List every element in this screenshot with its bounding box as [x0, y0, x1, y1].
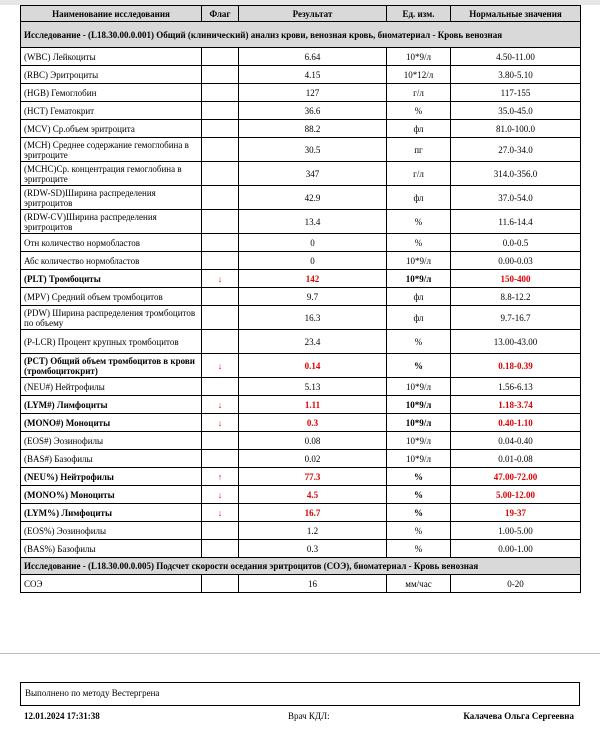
row-flag [202, 432, 239, 450]
row-flag [202, 48, 239, 66]
row-result: 36.6 [239, 102, 387, 120]
table-row [21, 210, 581, 234]
row-result: 77.3 [239, 468, 387, 486]
row-flag [202, 450, 239, 468]
row-norm: 0.00-0.03 [451, 252, 581, 270]
section-title: Исследование - (L18.30.00.0.005) Подсчет скорости оседания эритроцитов (СОЭ), биоматериал - Кровь венозная [21, 558, 581, 575]
row-norm: 1.56-6.13 [451, 378, 581, 396]
row-unit: % [387, 486, 451, 504]
table-row [21, 575, 581, 593]
table-row [21, 84, 581, 102]
row-unit: 10*9/л [387, 252, 451, 270]
row-norm: 117-155 [451, 84, 581, 102]
row-flag [202, 378, 239, 396]
row-norm: 150-400 [451, 270, 581, 288]
row-flag [202, 252, 239, 270]
method-note: Выполнено по методу Вестергрена [20, 682, 580, 706]
row-norm: 1.00-5.00 [451, 522, 581, 540]
row-unit: 10*9/л [387, 378, 451, 396]
row-name: (RBC) Эритроциты [21, 66, 202, 84]
col-norm-header: Нормальные значения [451, 6, 581, 22]
row-name: (EOS#) Эозинофилы [21, 432, 202, 450]
col-flag-header: Флаг [202, 6, 239, 22]
flag-down-icon: ↓ [202, 504, 239, 522]
table-row [21, 522, 581, 540]
row-name: (MCH) Среднее содержание гемоглобина в эритроците [21, 138, 202, 162]
row-flag [202, 186, 239, 210]
row-flag [202, 210, 239, 234]
row-result: 16 [239, 575, 387, 593]
col-unit-header: Ед. изм. [387, 6, 451, 22]
table-row [21, 120, 581, 138]
row-unit: 10*9/л [387, 396, 451, 414]
flag-up-icon: ↑ [202, 468, 239, 486]
table-row [21, 186, 581, 210]
row-norm: 0.18-0.39 [451, 354, 581, 378]
row-norm: 1.18-3.74 [451, 396, 581, 414]
doctor-role-label: Врач КДЛ: [288, 711, 330, 721]
row-result: 5.13 [239, 378, 387, 396]
row-unit: % [387, 234, 451, 252]
row-unit: фл [387, 186, 451, 210]
section-header-esr [21, 558, 581, 575]
row-name: (PCT) Общий объем тромбоцитов в крови (тромбоцитокрит) [21, 354, 202, 378]
row-norm: 81.0-100.0 [451, 120, 581, 138]
row-flag [202, 522, 239, 540]
table-row [21, 234, 581, 252]
table-row-abnormal [21, 396, 581, 414]
row-flag [202, 102, 239, 120]
row-norm: 0.40-1.10 [451, 414, 581, 432]
row-result: 13.4 [239, 210, 387, 234]
row-norm: 47.00-72.00 [451, 468, 581, 486]
row-result: 347 [239, 162, 387, 186]
row-unit: % [387, 102, 451, 120]
table-row-abnormal [21, 486, 581, 504]
row-norm: 8.8-12.2 [451, 288, 581, 306]
row-unit: % [387, 330, 451, 354]
row-name: СОЭ [21, 575, 202, 593]
row-flag [202, 575, 239, 593]
row-flag [202, 120, 239, 138]
row-name: (BAS#) Базофилы [21, 450, 202, 468]
row-flag [202, 330, 239, 354]
row-result: 0.3 [239, 540, 387, 558]
row-unit: % [387, 522, 451, 540]
row-name: (MCV) Ср.объем эритроцита [21, 120, 202, 138]
row-name: (PDW) Ширина распределения тромбоцитов по объему [21, 306, 202, 330]
row-norm: 35.0-45.0 [451, 102, 581, 120]
row-unit: 10*12/л [387, 66, 451, 84]
section-header-cbc [21, 22, 581, 48]
row-norm: 27.0-34.0 [451, 138, 581, 162]
row-name: (HGB) Гемоглобин [21, 84, 202, 102]
row-result: 16.3 [239, 306, 387, 330]
row-name: (MCHC)Ср. концентрация гемоглобина в эритроците [21, 162, 202, 186]
row-result: 4.5 [239, 486, 387, 504]
row-name: (RDW-CV)Ширина распределения эритроцитов [21, 210, 202, 234]
row-result: 4.15 [239, 66, 387, 84]
row-unit: % [387, 468, 451, 486]
row-flag [202, 138, 239, 162]
report-datetime: 12.01.2024 17:31:38 [24, 711, 100, 721]
row-result: 0 [239, 252, 387, 270]
table-row [21, 288, 581, 306]
row-norm: 0.01-0.08 [451, 450, 581, 468]
col-name-header: Наименование исследования [21, 6, 202, 22]
row-result: 16.7 [239, 504, 387, 522]
row-flag [202, 540, 239, 558]
row-name: (LYM%) Лимфоциты [21, 504, 202, 522]
row-unit: 10*9/л [387, 270, 451, 288]
row-flag [202, 84, 239, 102]
row-norm: 3.80-5.10 [451, 66, 581, 84]
row-name: (MPV) Средний объем тромбоцитов [21, 288, 202, 306]
row-unit: 10*9/л [387, 414, 451, 432]
lab-results-table [20, 5, 581, 593]
row-unit: % [387, 504, 451, 522]
row-result: 1.11 [239, 396, 387, 414]
row-result: 0 [239, 234, 387, 252]
table-row [21, 330, 581, 354]
table-row-abnormal [21, 468, 581, 486]
row-result: 6.64 [239, 48, 387, 66]
row-flag [202, 66, 239, 84]
table-row-abnormal [21, 354, 581, 378]
row-flag [202, 288, 239, 306]
flag-down-icon: ↓ [202, 354, 239, 378]
table-row-abnormal [21, 270, 581, 288]
row-unit: фл [387, 306, 451, 330]
row-name: Отн количество нормобластов [21, 234, 202, 252]
row-name: (LYM#) Лимфоциты [21, 396, 202, 414]
row-unit: фл [387, 120, 451, 138]
table-row-abnormal [21, 414, 581, 432]
table-row [21, 540, 581, 558]
row-unit: пг [387, 138, 451, 162]
row-name: (MONO%) Моноциты [21, 486, 202, 504]
row-result: 42.9 [239, 186, 387, 210]
row-name: (PLT) Тромбоциты [21, 270, 202, 288]
flag-down-icon: ↓ [202, 486, 239, 504]
row-norm: 9.7-16.7 [451, 306, 581, 330]
table-row [21, 306, 581, 330]
flag-down-icon: ↓ [202, 396, 239, 414]
row-unit: г/л [387, 162, 451, 186]
table-row [21, 102, 581, 120]
section-title: Исследование - (L18.30.00.0.001) Общий (клинический) анализ крови, венозная кровь, биоматериал - Кровь венозная [21, 22, 581, 48]
row-name: (HCT) Гематокрит [21, 102, 202, 120]
table-row [21, 162, 581, 186]
row-norm: 37.0-54.0 [451, 186, 581, 210]
row-flag [202, 306, 239, 330]
row-name: (RDW-SD)Ширина распределения эритроцитов [21, 186, 202, 210]
table-row [21, 252, 581, 270]
doctor-name: Калачева Ольга Сергеевна [463, 711, 574, 721]
row-result: 142 [239, 270, 387, 288]
table-row [21, 138, 581, 162]
row-unit: % [387, 540, 451, 558]
row-name: (NEU#) Нейтрофилы [21, 378, 202, 396]
row-result: 88.2 [239, 120, 387, 138]
row-norm: 19-37 [451, 504, 581, 522]
row-norm: 13.00-43.00 [451, 330, 581, 354]
row-norm: 11.6-14.4 [451, 210, 581, 234]
table-row [21, 450, 581, 468]
row-name: (BAS%) Базофилы [21, 540, 202, 558]
row-unit: 10*9/л [387, 450, 451, 468]
row-name: Абс количество нормобластов [21, 252, 202, 270]
row-unit: г/л [387, 84, 451, 102]
row-norm: 5.00-12.00 [451, 486, 581, 504]
row-name: (MONO#) Моноциты [21, 414, 202, 432]
row-name: (P-LCR) Процент крупных тромбоцитов [21, 330, 202, 354]
row-norm: 314.0-356.0 [451, 162, 581, 186]
row-unit: фл [387, 288, 451, 306]
row-flag [202, 234, 239, 252]
row-norm: 0-20 [451, 575, 581, 593]
row-norm: 0.00-1.00 [451, 540, 581, 558]
flag-down-icon: ↓ [202, 270, 239, 288]
row-result: 23.4 [239, 330, 387, 354]
row-flag [202, 162, 239, 186]
row-result: 0.14 [239, 354, 387, 378]
row-unit: % [387, 354, 451, 378]
row-result: 0.02 [239, 450, 387, 468]
table-row [21, 432, 581, 450]
row-result: 9.7 [239, 288, 387, 306]
row-result: 1.2 [239, 522, 387, 540]
page-separator [0, 653, 600, 654]
table-row-abnormal [21, 504, 581, 522]
row-unit: 10*9/л [387, 432, 451, 450]
row-norm: 0.0-0.5 [451, 234, 581, 252]
row-result: 30.5 [239, 138, 387, 162]
row-norm: 0.04-0.40 [451, 432, 581, 450]
table-row [21, 378, 581, 396]
row-name: (WBC) Лейкоциты [21, 48, 202, 66]
flag-down-icon: ↓ [202, 414, 239, 432]
row-unit: 10*9/л [387, 48, 451, 66]
row-unit: мм/час [387, 575, 451, 593]
row-name: (EOS%) Эозинофилы [21, 522, 202, 540]
table-row [21, 66, 581, 84]
row-norm: 4.50-11.00 [451, 48, 581, 66]
row-result: 0.3 [239, 414, 387, 432]
row-result: 0.08 [239, 432, 387, 450]
row-unit: % [387, 210, 451, 234]
row-result: 127 [239, 84, 387, 102]
table-header-row [21, 6, 581, 22]
row-name: (NEU%) Нейтрофилы [21, 468, 202, 486]
col-result-header: Результат [239, 6, 387, 22]
signature-footer [20, 711, 580, 725]
table-row [21, 48, 581, 66]
